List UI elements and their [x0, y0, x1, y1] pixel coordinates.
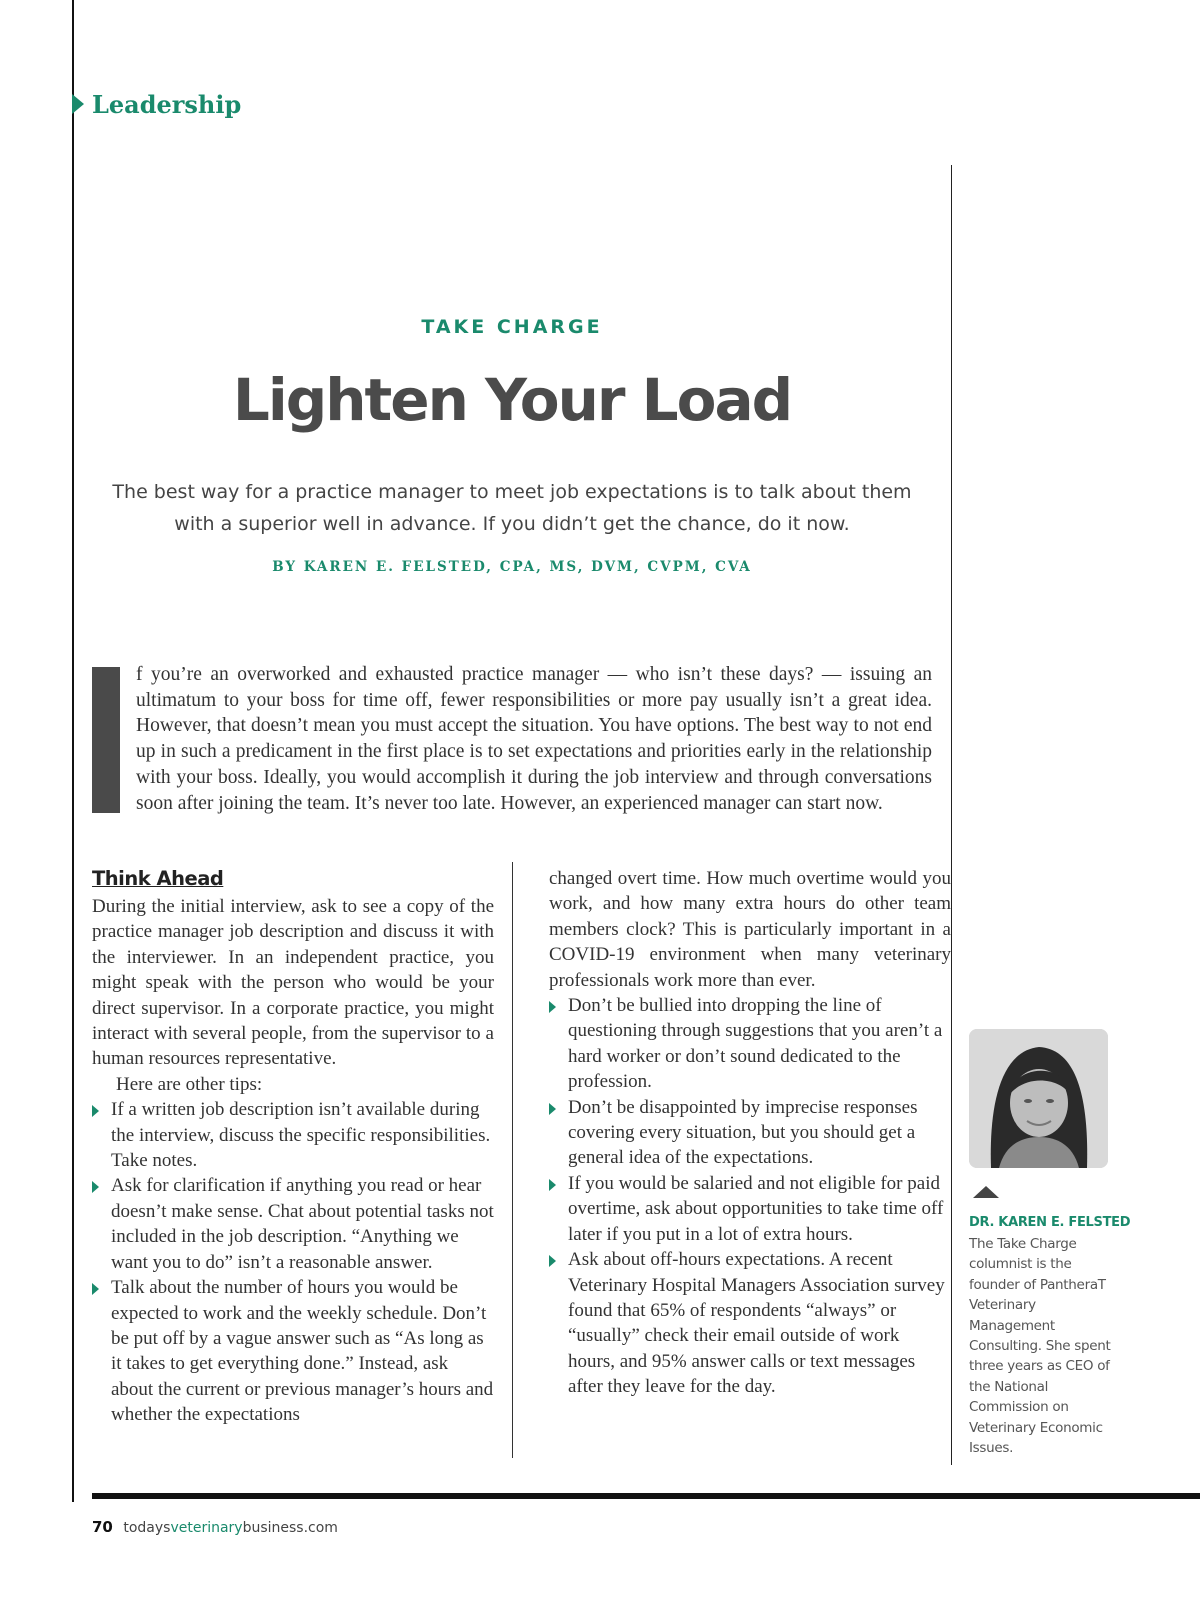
article-headline: Lighten Your Load	[232, 366, 792, 434]
bullet-arrow-icon	[549, 1001, 556, 1013]
author-name: DR. KAREN E. FELSTED	[969, 1215, 1131, 1230]
section-label: Leadership	[92, 89, 242, 119]
article-dek: The best way for a practice manager to meet job expectations is to talk about them with a superior well in advance. If you didn’t get the chance, do it now.	[112, 481, 912, 535]
section-arrow-icon	[72, 94, 84, 114]
article-byline: BY KAREN E. FELSTED, CPA, MS, DVM, CVPM, CVA	[272, 559, 752, 575]
bullet-arrow-icon	[92, 1105, 99, 1117]
column-right	[549, 866, 951, 1400]
bullet-arrow-icon	[549, 1103, 556, 1115]
bullet-arrow-icon	[549, 1179, 556, 1191]
column-divider	[512, 862, 513, 1458]
tips-lead: Here are other tips:	[116, 1073, 263, 1095]
author-bio: The Take Charge columnist is the founder of PantheraT Veterinary Management Consulting. She spent three years as CEO of the National Commission on Veterinary Economic Issues.	[969, 1236, 1111, 1457]
list-item: Talk about the number of hours you would be expected to work and the weekly schedule. Don’t be put off by a vague answer such as “As long as it takes to get everything done.” Instead, ask about the current or previous manager’s hours and whether the expectations	[92, 1275, 494, 1427]
column-left	[92, 866, 494, 1428]
list-item: Don’t be disappointed by imprecise responses covering every situation, but you should get a general idea of the expectations.	[549, 1095, 951, 1171]
page-number: 70	[92, 1518, 113, 1536]
continued-text: changed overt time. How much overtime would you work, and how many extra hours do other team members clock? This is particularly important in a COVID-19 environment when many veterinary professionals work more than ever.	[549, 868, 951, 991]
list-item: If you would be salaried and not eligible for paid overtime, ask about opportunities to take time off later if you put in a lot of extra hours.	[549, 1171, 951, 1247]
body-paragraph: During the initial interview, ask to see a copy of the practice manager job description and discuss it with the interviewer. In an independent practice, you might speak with the person who would be your direct supervisor. In a corporate practice, you might interact with several people, from the supervisor to a human resources representative.	[92, 896, 494, 1070]
bullet-arrow-icon	[549, 1255, 556, 1267]
subhead-think-ahead: Think Ahead	[92, 867, 224, 890]
footer-rule	[92, 1493, 1200, 1499]
page-footer	[92, 1518, 338, 1536]
caption-pointer-icon	[973, 1186, 999, 1198]
dropcap	[92, 667, 120, 813]
author-photo	[969, 1029, 1108, 1168]
list-item: If a written job description isn’t available during the interview, discuss the specific responsibilities. Take notes.	[92, 1097, 494, 1173]
left-margin-rule	[72, 0, 74, 1502]
intro-paragraph	[92, 662, 932, 816]
intro-text: f you’re an overworked and exhausted practice manager — who isn’t these days? — issuing an ultimatum to your boss for time off, fewer responsibilities or more pay usually isn’t a great idea. However, that doesn’t mean you must accept the situation. You have options. The best way to not end up in such a predicament in the first place is to set expectations and priorities early in the relationship with your boss. Ideally, you would accomplish it during the job interview and through conversations soon after joining the team. It’s never too late. However, an experienced manager can start now.	[136, 664, 932, 814]
list-item: Ask for clarification if anything you read or hear doesn’t make sense. Chat about potential tasks not included in the job description. “Anything we want you to do” isn’t a reasonable answer.	[92, 1173, 494, 1275]
sidebar-divider	[951, 165, 952, 1465]
site-url: todaysveterinarybusiness.com	[123, 1520, 338, 1536]
author-portrait-icon	[969, 1029, 1108, 1168]
bullet-arrow-icon	[92, 1181, 99, 1193]
tips-list-left	[92, 1097, 494, 1427]
list-item: Ask about off-hours expectations. A recent Veterinary Hospital Managers Association survey found that 65% of respondents “always” or “usually” check their email outside of work hours, and 95% answer calls or text messages after they leave for the day.	[549, 1247, 951, 1399]
bullet-arrow-icon	[92, 1283, 99, 1295]
tips-list-right	[549, 993, 951, 1400]
section-tag	[72, 86, 241, 122]
list-item: Don’t be bullied into dropping the line of questioning through suggestions that you aren’t a hard worker or don’t sound dedicated to the profession.	[549, 993, 951, 1095]
article-kicker: TAKE CHARGE	[421, 316, 603, 338]
